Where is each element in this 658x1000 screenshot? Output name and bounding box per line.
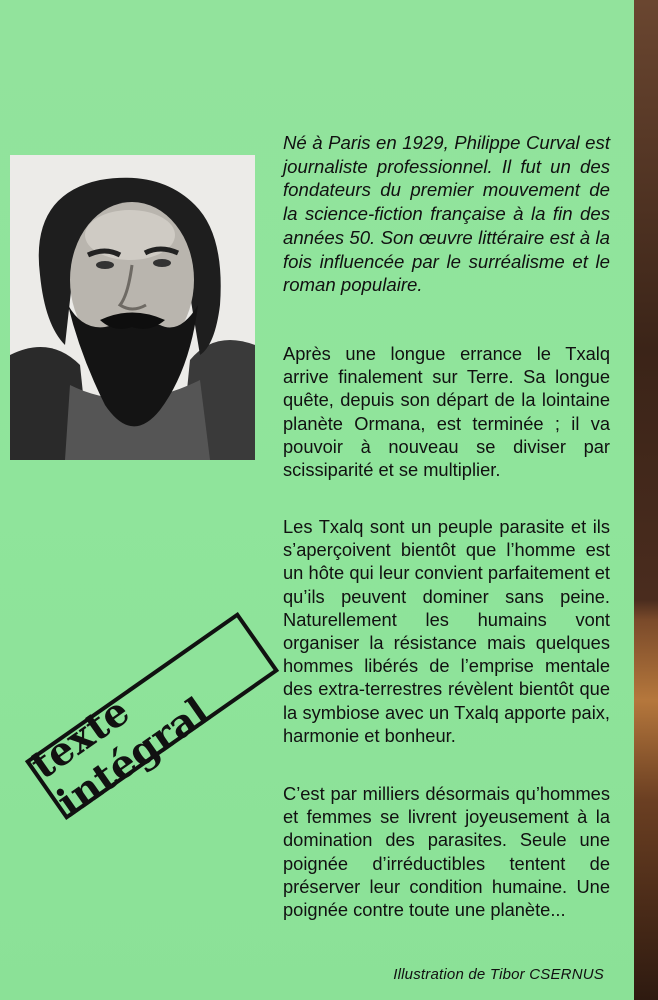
synopsis-paragraph-text: C’est par milliers désormais qu’hommes et femmes se livrent joyeusement à la domination des parasites. Seule une poignée d’irréductibles tentent de préserver leur condition humaine. Une poignée contre toute une planète...: [283, 783, 610, 921]
author-bio-text: Né à Paris en 1929, Philippe Curval est journaliste professionnel. Il fut un des fondateurs du premier mouvement de la science-fiction française à la fin des années 50. Son œuvre littéraire est à la fois influencée par le surréalisme et le roman populaire.: [283, 132, 610, 296]
synopsis-paragraph-3: [283, 782, 610, 921]
author-bio: [283, 131, 610, 297]
synopsis-paragraph-2: [283, 515, 610, 747]
synopsis-paragraph-text: Après une longue errance le Txalq arrive finalement sur Terre. Sa longue quête, depuis son départ de la lointaine planète Ormana, est terminée ; il va pouvoir à nouveau se diviser par scissiparité et se multiplier.: [283, 343, 610, 481]
synopsis-paragraph-text: Les Txalq sont un peuple parasite et ils s’aperçoivent bientôt que l’homme est un hôte qui leur convient parfaitement et qu’ils peuvent dominer sans peine. Naturellement les humains vont organiser la résistance mais quelques hommes libérés de l’emprise mentale des extra-terrestres révèlent bientôt que la symbiose avec un Txalq apporte paix, harmonie et bonheur.: [283, 516, 610, 746]
book-spine-edge: [634, 0, 658, 1000]
illustration-credit: Illustration de Tibor CSERNUS: [393, 966, 604, 983]
synopsis-paragraph-1: [283, 342, 610, 481]
author-photo: [10, 155, 255, 460]
stamp-label: texte intégral: [22, 688, 218, 826]
texte-integral-stamp: [22, 612, 279, 826]
